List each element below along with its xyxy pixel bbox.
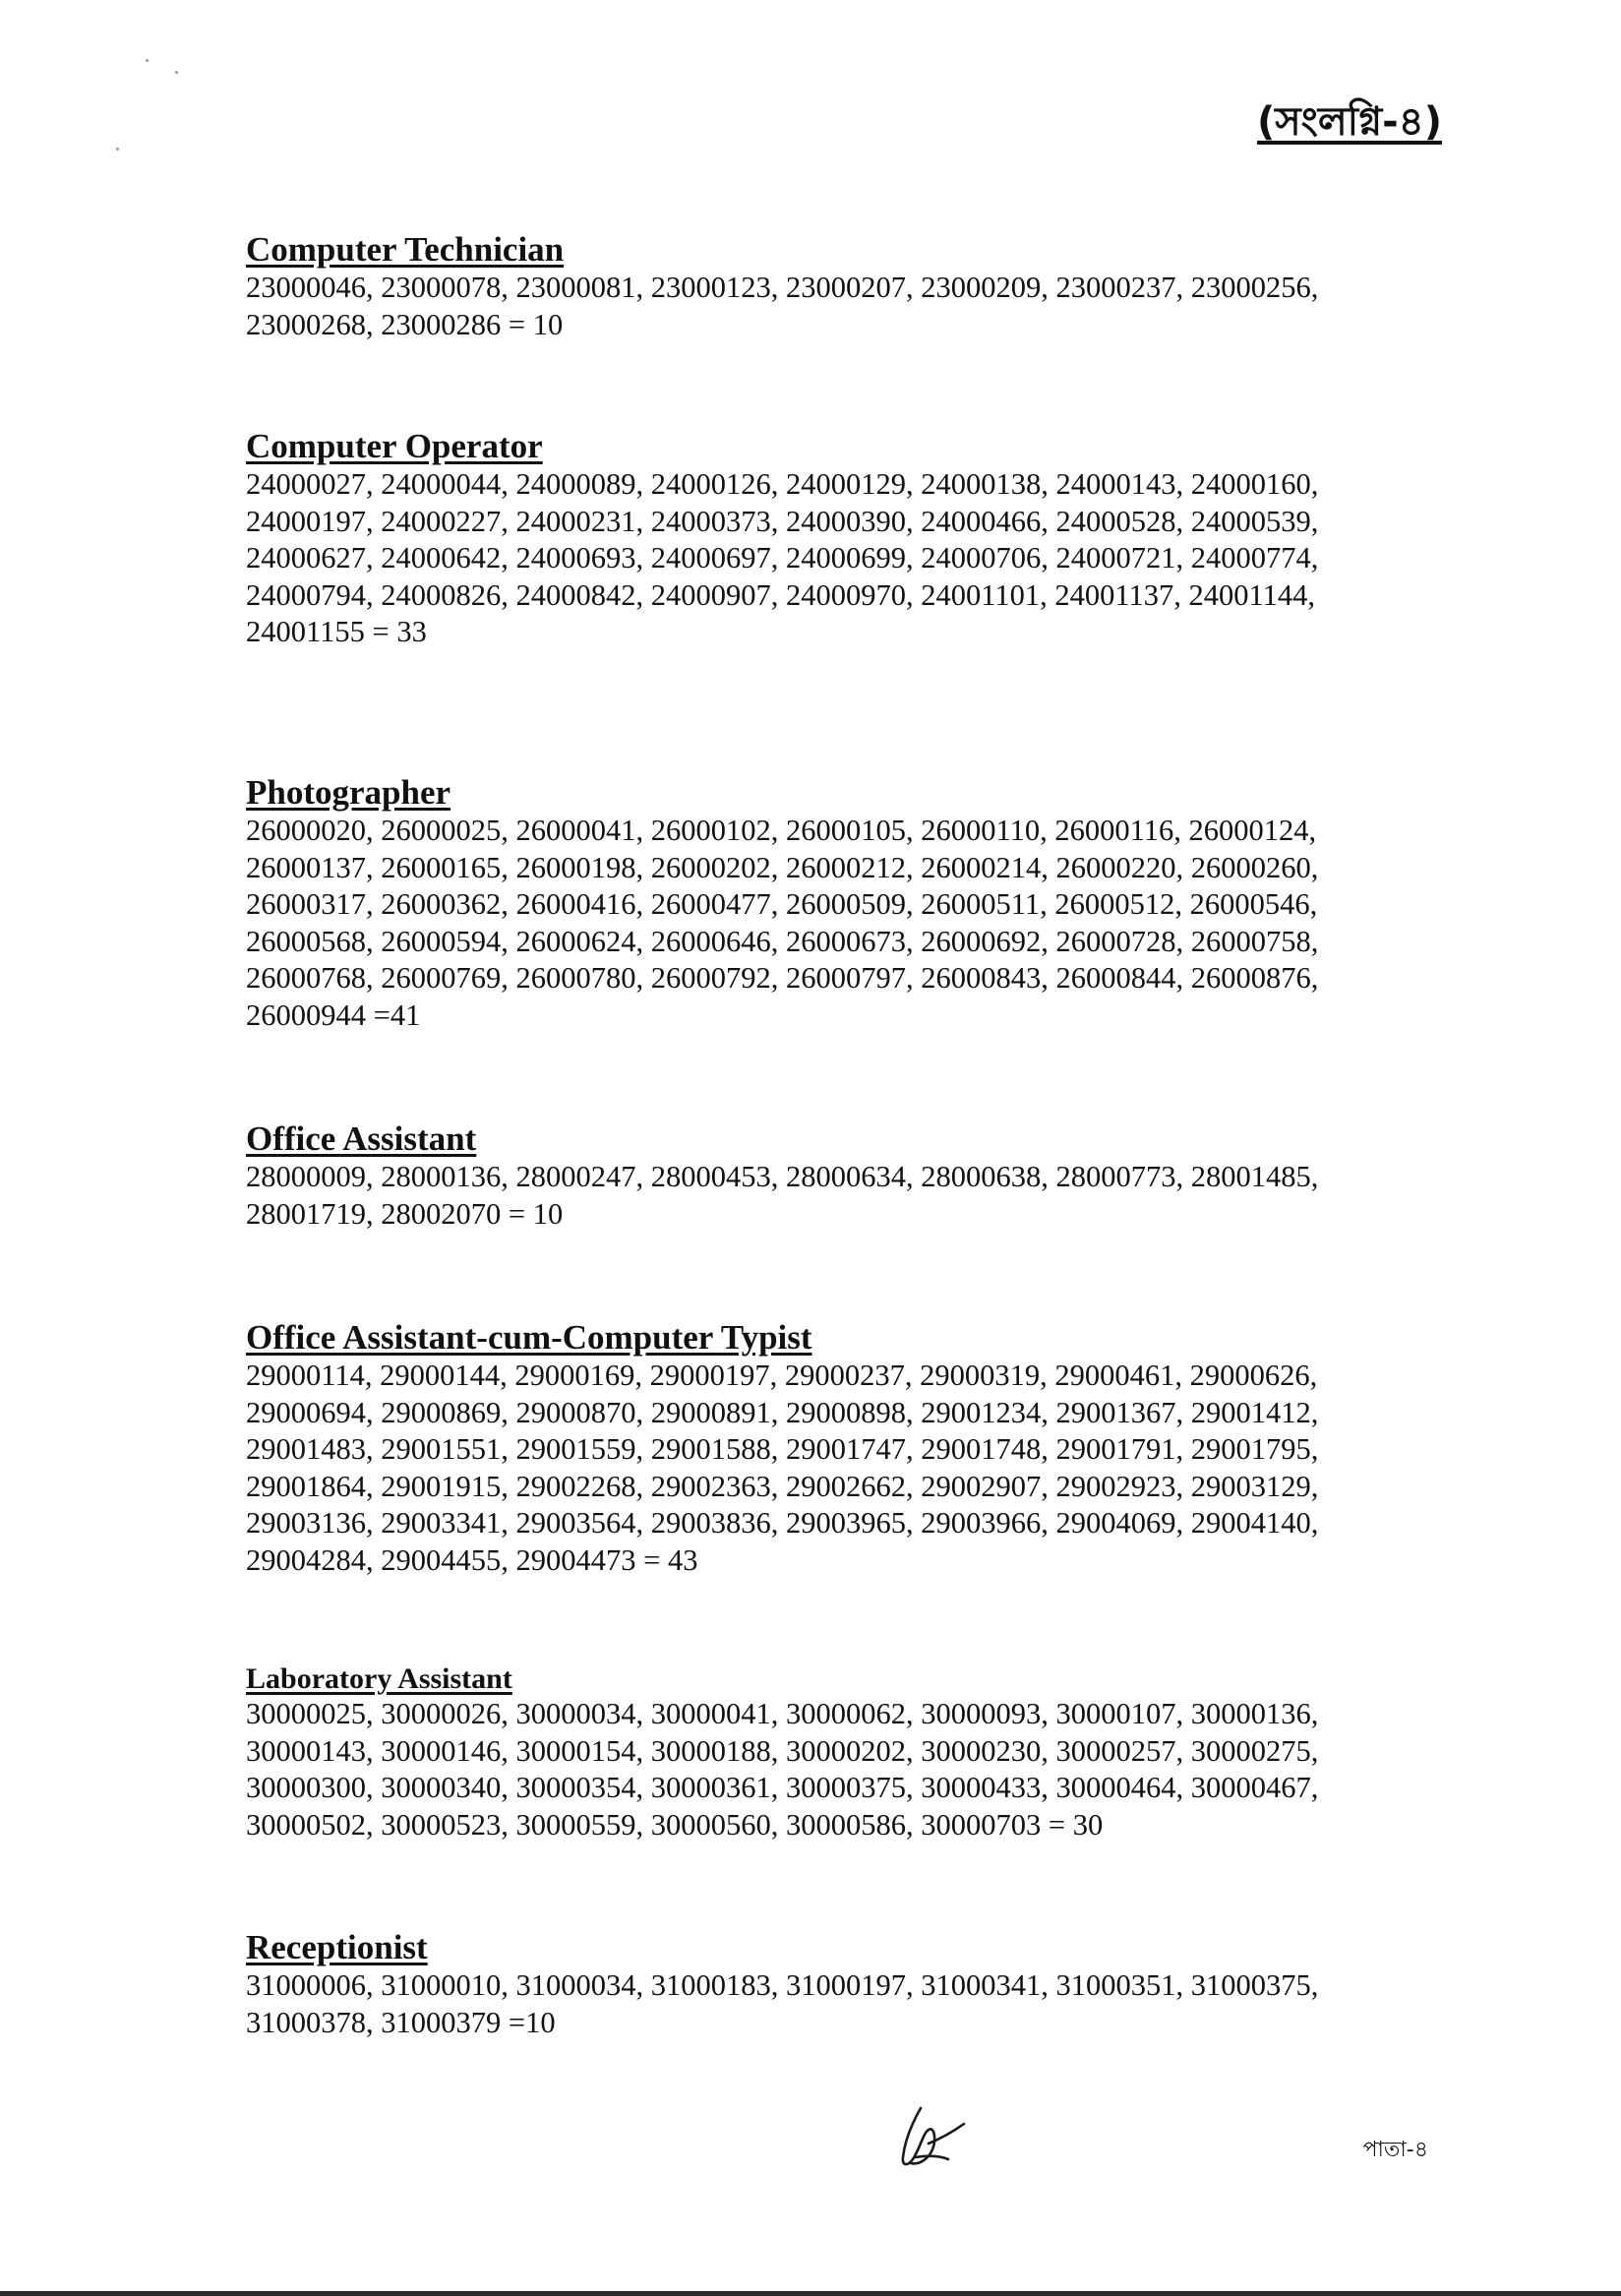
section-office-assistant bbox=[246, 1119, 1426, 1233]
section-heading: Computer Operator bbox=[246, 427, 543, 465]
section-office-assistant-cum-computer-typist bbox=[246, 1318, 1426, 1579]
roll-number-list: 31000006, 31000010, 31000034, 31000183, 31000197, 31000341, 31000351, 31000375, 31000378, 31000379 =10 bbox=[246, 1968, 1319, 2039]
roll-number-list: 26000020, 26000025, 26000041, 26000102, 26000105, 26000110, 26000116, 26000124, 26000137, 26000165, 26000198, 26000202, 26000212, 26000214, 26000220, 26000260, 26000317, 26000362, 26000416, 26000477, 26000509, 26000511, 26000512, 26000546, 26000568, 26000594, 26000624, 26000646, 26000673, 26000692, 26000728, 26000758, 26000768, 26000769, 26000780, 26000792, 26000797, 26000843, 26000844, 26000876, 26000944 =41 bbox=[246, 814, 1319, 1032]
roll-number-list: 24000027, 24000044, 24000089, 24000126, 24000129, 24000138, 24000143, 24000160, 24000197, 24000227, 24000231, 24000373, 24000390, 24000466, 24000528, 24000539, 24000627, 24000642, 24000693, 24000697, 24000699, 24000706, 24000721, 24000774, 24000794, 24000826, 24000842, 24000907, 24000970, 24001101, 24001137, 24001144, 24001155 = 33 bbox=[246, 467, 1319, 648]
section-computer-technician bbox=[246, 230, 1426, 343]
signature-icon bbox=[893, 2100, 972, 2179]
roll-number-list: 29000114, 29000144, 29000169, 29000197, 29000237, 29000319, 29000461, 29000626, 29000694, 29000869, 29000870, 29000891, 29000898, 29001234, 29001367, 29001412, 29001483, 29001551, 29001559, 29001588, 29001747, 29001748, 29001791, 29001795, 29001864, 29001915, 29002268, 29002363, 29002662, 29002907, 29002923, 29003129, 29003136, 29003341, 29003564, 29003836, 29003965, 29003966, 29004069, 29004140, 29004284, 29004455, 29004473 = 43 bbox=[246, 1359, 1319, 1577]
annex-label: (সংলগ্নি-৪) bbox=[1256, 99, 1442, 145]
roll-number-list: 30000025, 30000026, 30000034, 30000041, 30000062, 30000093, 30000107, 30000136, 30000143, 30000146, 30000154, 30000188, 30000202, 30000230, 30000257, 30000275, 30000300, 30000340, 30000354, 30000361, 30000375, 30000433, 30000464, 30000467, 30000502, 30000523, 30000559, 30000560, 30000586, 30000703 = 30 bbox=[246, 1697, 1319, 1842]
section-heading: Office Assistant-cum-Computer Typist bbox=[246, 1318, 812, 1357]
page-number: পাতা-৪ bbox=[1362, 2138, 1428, 2162]
section-heading: Laboratory Assistant bbox=[246, 1662, 512, 1695]
section-computer-operator bbox=[246, 427, 1426, 651]
scan-speck bbox=[116, 148, 119, 151]
section-receptionist bbox=[246, 1928, 1426, 2041]
scan-edge-divider bbox=[0, 2291, 1621, 2296]
roll-number-list: 28000009, 28000136, 28000247, 28000453, 28000634, 28000638, 28000773, 28001485, 28001719, 28002070 = 10 bbox=[246, 1160, 1319, 1231]
scan-speck bbox=[175, 71, 178, 74]
scan-speck bbox=[146, 59, 149, 62]
section-heading: Office Assistant bbox=[246, 1119, 477, 1158]
section-photographer bbox=[246, 773, 1426, 1034]
section-heading: Photographer bbox=[246, 773, 451, 812]
roll-number-list: 23000046, 23000078, 23000081, 23000123, 23000207, 23000209, 23000237, 23000256, 23000268, 23000286 = 10 bbox=[246, 271, 1319, 341]
section-laboratory-assistant bbox=[246, 1662, 1426, 1843]
section-heading: Receptionist bbox=[246, 1928, 428, 1966]
section-heading: Computer Technician bbox=[246, 230, 565, 269]
